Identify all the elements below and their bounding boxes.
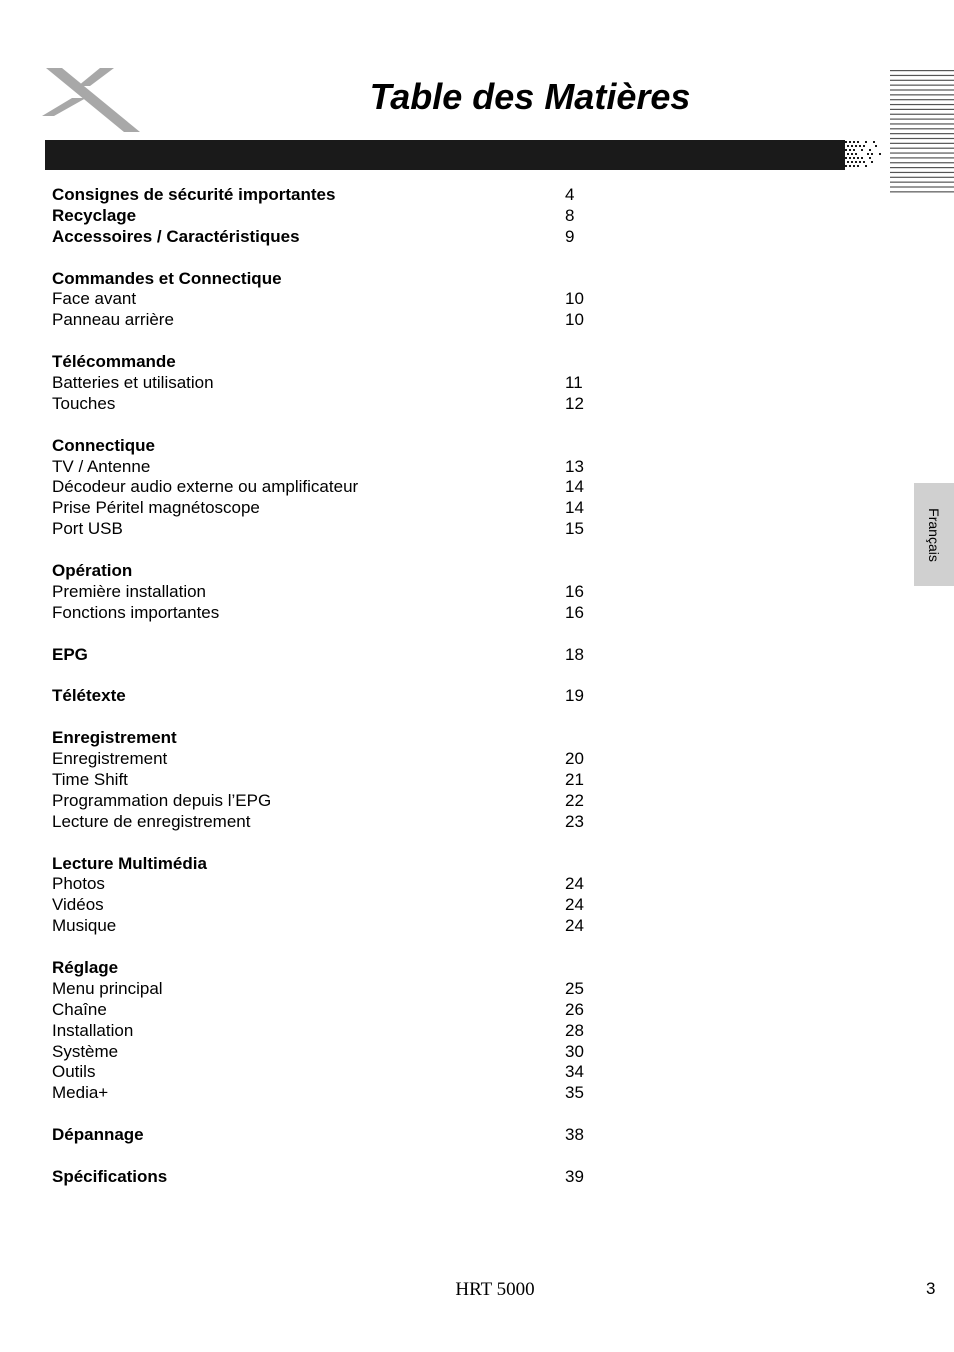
toc-section-heading: [52, 854, 652, 875]
stripe-line: [890, 138, 954, 139]
toc-entry: [52, 916, 652, 937]
stripe-line: [890, 186, 954, 187]
stripe-line: [890, 123, 954, 124]
section-gap: [52, 331, 652, 352]
toc-entry-title: Enregistrement: [52, 728, 177, 748]
toc-entry-title: Vidéos: [52, 895, 104, 915]
toc-entry-page: 24: [565, 916, 584, 936]
toc-entry: [52, 457, 652, 478]
toc-entry-title: Lecture Multimédia: [52, 853, 207, 873]
section-gap: [52, 937, 652, 958]
toc-entry: [52, 498, 652, 519]
stripe-line: [890, 162, 954, 163]
table-of-contents: [52, 185, 652, 1188]
stripe-line: [890, 89, 954, 90]
stripe-line: [890, 133, 954, 134]
stripe-line: [890, 104, 954, 105]
toc-entry-page: 10: [565, 289, 584, 309]
bar-dot: [867, 153, 869, 155]
bar-dot: [847, 161, 849, 163]
stripe-line: [890, 114, 954, 115]
bar-dot: [849, 165, 851, 167]
bar-dot: [847, 145, 849, 147]
section-gap: [52, 707, 652, 728]
section-gap: [52, 1104, 652, 1125]
toc-entry-page: 14: [565, 477, 584, 497]
toc-entry-page: 9: [565, 226, 575, 246]
toc-entry-title: Télécommande: [52, 352, 176, 372]
bar-dot: [855, 161, 857, 163]
toc-entry: [52, 812, 652, 833]
toc-entry-title: Chaîne: [52, 999, 107, 1019]
toc-entry: [52, 373, 652, 394]
striped-lines-ornament-icon: [890, 70, 954, 196]
toc-entry-page: 13: [565, 456, 584, 476]
toc-entry-page: 30: [565, 1041, 584, 1061]
toc-entry: [52, 289, 652, 310]
stripe-line: [890, 148, 954, 149]
toc-entry-title: Touches: [52, 393, 116, 413]
bar-dot: [847, 153, 849, 155]
bar-dot: [853, 165, 855, 167]
toc-entry: [52, 310, 652, 331]
stripe-line: [890, 167, 954, 168]
toc-entry: [52, 1021, 652, 1042]
toc-entry-title: Décodeur audio externe ou amplificateur: [52, 477, 359, 497]
toc-entry: [52, 1042, 652, 1063]
toc-entry: [52, 519, 652, 540]
toc-entry: [52, 477, 652, 498]
stripe-line: [890, 143, 954, 144]
bar-dot: [845, 165, 847, 167]
bar-dot: [853, 149, 855, 151]
section-gap: [52, 415, 652, 436]
bar-dot: [845, 141, 847, 143]
bar-dot: [845, 157, 847, 159]
toc-entry-page: 16: [565, 602, 584, 622]
toc-entry-page: 8: [565, 205, 575, 225]
toc-entry-page: 11: [565, 373, 583, 393]
page-title: Table des Matières: [369, 76, 691, 117]
toc-entry-title: Musique: [52, 916, 117, 936]
bar-dot: [849, 141, 851, 143]
section-gap: [52, 1146, 652, 1167]
stripe-line: [890, 157, 954, 158]
toc-entry-page: 28: [565, 1020, 584, 1040]
bar-dot: [879, 153, 881, 155]
bar-dot: [863, 145, 865, 147]
bar-dot: [875, 145, 877, 147]
section-gap: [52, 248, 652, 269]
toc-entry-title: Port USB: [52, 519, 123, 539]
language-tab-label: Français: [926, 507, 942, 562]
stripe-line: [890, 172, 954, 173]
bar-dot: [865, 165, 867, 167]
toc-entry-title: Batteries et utilisation: [52, 373, 214, 393]
bar-dot: [851, 145, 853, 147]
toc-entry-page: 26: [565, 999, 584, 1019]
bar-dot: [861, 149, 863, 151]
toc-entry: [52, 1062, 652, 1083]
toc-entry-title: Accessoires / Caractéristiques: [52, 226, 300, 246]
bar-dot: [855, 145, 857, 147]
toc-entry: [52, 582, 652, 603]
section-gap: [52, 833, 652, 854]
toc-entry-page: 39: [565, 1166, 584, 1186]
toc-entry: [52, 603, 652, 624]
toc-entry-title: Programmation depuis l’EPG: [52, 790, 272, 810]
toc-entry-title: Recyclage: [52, 205, 137, 225]
toc-entry-title: Opération: [52, 561, 133, 581]
stripe-line: [890, 119, 954, 120]
bar-dot: [871, 153, 873, 155]
toc-section-heading: [52, 436, 652, 457]
toc-section-heading: [52, 227, 652, 248]
toc-section-heading: [52, 1125, 652, 1146]
toc-entry-title: Télétexte: [52, 686, 126, 706]
bar-dot: [853, 157, 855, 159]
toc-section-heading: [52, 185, 652, 206]
toc-section-heading: [52, 206, 652, 227]
toc-entry-page: 21: [565, 769, 584, 789]
toc-entry: [52, 791, 652, 812]
stripe-line: [890, 109, 954, 110]
toc-entry-title: EPG: [52, 644, 88, 664]
bar-dot: [859, 161, 861, 163]
header-bar: [45, 140, 885, 170]
stripe-line: [890, 191, 954, 192]
toc-entry-page: 38: [565, 1125, 584, 1145]
toc-entry-page: 25: [565, 978, 584, 998]
toc-section-heading: [52, 1167, 652, 1188]
toc-entry-title: Système: [52, 1041, 119, 1061]
bar-dot: [871, 161, 873, 163]
stripe-line: [890, 80, 954, 81]
toc-entry-title: TV / Antenne: [52, 456, 151, 476]
toc-entry: [52, 874, 652, 895]
toc-entry-title: Panneau arrière: [52, 310, 174, 330]
toc-entry-title: Enregistrement: [52, 749, 168, 769]
toc-section-heading: [52, 958, 652, 979]
section-gap: [52, 665, 652, 686]
toc-entry-page: 19: [565, 686, 584, 706]
toc-entry-title: Photos: [52, 874, 105, 894]
toc-entry-page: 14: [565, 498, 584, 518]
toc-entry-title: Face avant: [52, 289, 137, 309]
toc-entry-title: Dépannage: [52, 1125, 144, 1145]
toc-entry-page: 15: [565, 519, 584, 539]
toc-section-heading: [52, 561, 652, 582]
stripe-line: [890, 75, 954, 76]
bar-dot: [857, 141, 859, 143]
bar-dot: [861, 157, 863, 159]
toc-section-heading: [52, 686, 652, 707]
bar-dot: [873, 141, 875, 143]
toc-entry: [52, 770, 652, 791]
toc-entry: [52, 1083, 652, 1104]
bar-dot: [849, 157, 851, 159]
stripe-line: [890, 70, 954, 71]
bar-dot: [855, 153, 857, 155]
section-gap: [52, 624, 652, 645]
bar-dot: [851, 161, 853, 163]
toc-entry: [52, 979, 652, 1000]
stripe-line: [890, 182, 954, 183]
bar-dot: [849, 149, 851, 151]
toc-entry-title: Fonctions importantes: [52, 602, 220, 622]
toc-entry-title: Commandes et Connectique: [52, 268, 282, 288]
stripe-line: [890, 152, 954, 153]
toc-entry-page: 23: [565, 811, 584, 831]
language-tab: [914, 483, 954, 586]
toc-entry-title: Installation: [52, 1020, 134, 1040]
toc-entry-title: Time Shift: [52, 769, 128, 789]
toc-entry: [52, 895, 652, 916]
bar-dot: [859, 145, 861, 147]
bar-dot: [865, 141, 867, 143]
bar-dot: [853, 141, 855, 143]
toc-entry-page: 34: [565, 1062, 584, 1082]
toc-entry-page: 20: [565, 749, 584, 769]
footer-model: HRT 5000: [455, 1279, 535, 1300]
bar-dot: [869, 149, 871, 151]
toc-entry-title: Prise Péritel magnétoscope: [52, 498, 260, 518]
stripe-line: [890, 85, 954, 86]
toc-entry-title: Consignes de sécurité importantes: [52, 185, 336, 204]
bar-dot: [863, 161, 865, 163]
stripe-line: [890, 99, 954, 100]
toc-entry-page: 18: [565, 644, 584, 664]
stripe-line: [890, 177, 954, 178]
stripe-line: [890, 94, 954, 95]
toc-entry: [52, 394, 652, 415]
toc-entry: [52, 749, 652, 770]
toc-entry-title: Connectique: [52, 435, 155, 455]
toc-entry-page: 16: [565, 581, 584, 601]
bar-dot: [857, 165, 859, 167]
toc-entry-page: 12: [565, 393, 584, 413]
toc-entry-page: 24: [565, 874, 584, 894]
bar-dot: [869, 157, 871, 159]
toc-entry-title: Spécifications: [52, 1166, 168, 1186]
toc-entry-title: Lecture de enregistrement: [52, 811, 251, 831]
x-logo-icon: [42, 68, 142, 136]
toc-entry-title: Media+: [52, 1083, 109, 1103]
toc-entry-page: 10: [565, 310, 584, 330]
toc-entry-title: Outils: [52, 1062, 96, 1082]
bar-dot: [857, 157, 859, 159]
toc-entry-title: Réglage: [52, 957, 119, 977]
toc-section-heading: [52, 645, 652, 666]
bar-dot-pattern: [845, 141, 881, 167]
toc-entry-page: 24: [565, 895, 584, 915]
bar-dot: [851, 153, 853, 155]
section-gap: [52, 540, 652, 561]
toc-section-heading: [52, 269, 652, 290]
bar-dot: [845, 149, 847, 151]
toc-entry-page: 4: [565, 185, 575, 204]
toc-entry-page: 35: [565, 1083, 584, 1103]
toc-entry-title: Première installation: [52, 581, 207, 601]
toc-section-heading: [52, 728, 652, 749]
toc-entry: [52, 1000, 652, 1021]
toc-entry-page: 22: [565, 790, 584, 810]
toc-entry-title: Menu principal: [52, 978, 163, 998]
toc-section-heading: [52, 352, 652, 373]
stripe-line: [890, 128, 954, 129]
page-number: 3: [926, 1279, 936, 1298]
